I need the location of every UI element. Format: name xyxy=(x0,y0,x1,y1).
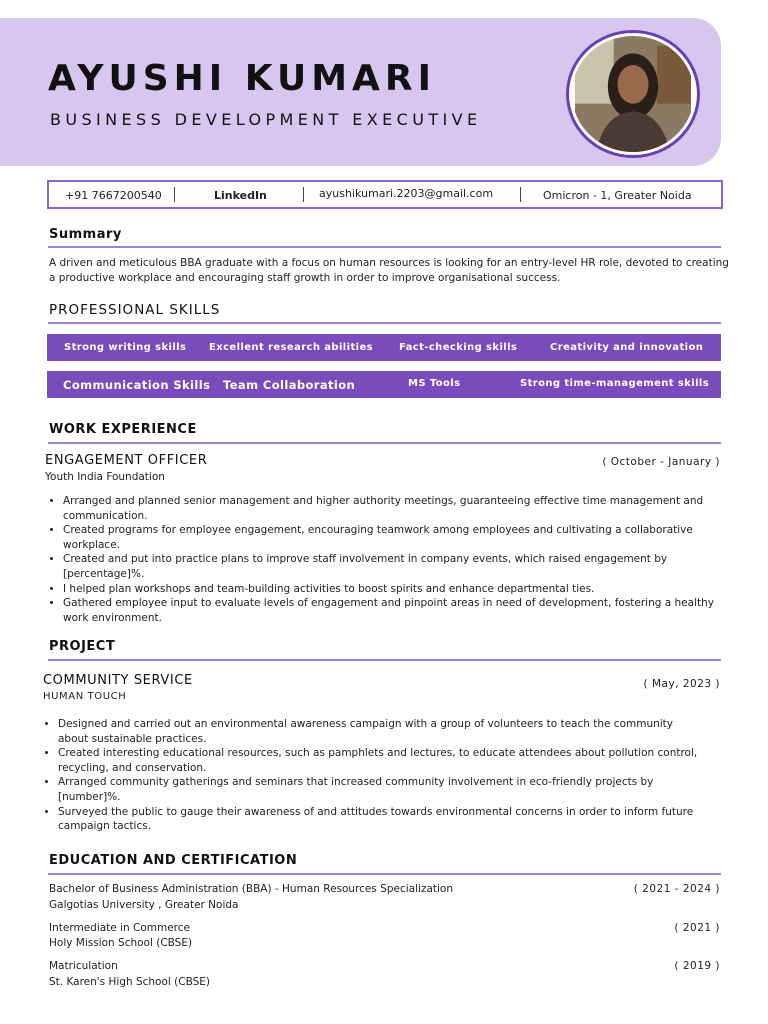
skill-tag: Strong time-management skills xyxy=(520,378,710,389)
profile-photo-image xyxy=(572,36,694,152)
experience-role: ENGAGEMENT OFFICER xyxy=(45,453,208,468)
section-divider xyxy=(48,659,721,661)
list-item: • Created and put into practice plans to improve staff involvement in company events, which raised engagement by [percentage]%. xyxy=(63,552,728,581)
list-item: • Surveyed the public to gauge their awareness of and attitudes towards environmental concerns in order to inform future campaign tactics. xyxy=(58,805,698,834)
skill-tag: Strong writing skills xyxy=(64,342,187,353)
list-item: • Designed and carried out an environmental awareness campaign with a group of volunteers to teach the community about sustainable practices. xyxy=(58,717,698,746)
experience-dates: ( October - January ) xyxy=(602,456,720,468)
contact-divider xyxy=(303,187,304,202)
skill-tag: Creativity and innovation xyxy=(550,342,704,353)
linkedin-link[interactable]: LinkedIn xyxy=(214,189,267,202)
education-school: Holy Mission School (CBSE) xyxy=(49,937,193,949)
section-divider xyxy=(48,246,721,248)
section-divider xyxy=(48,442,721,444)
education-dates: ( 2021 ) xyxy=(674,922,720,934)
list-item: • I helped plan workshops and team-building activities to boost spirits and enhance departmental ties. xyxy=(63,582,728,597)
skill-tag: Fact-checking skills xyxy=(399,342,518,353)
skills-row-1 xyxy=(47,334,721,361)
experience-org: Youth India Foundation xyxy=(45,471,165,483)
skill-tag: Team Collaboration xyxy=(223,378,356,392)
list-item: • Arranged community gatherings and seminars that increased community involvement in eco-friendly projects by [number]%. xyxy=(58,775,698,804)
education-degree: Intermediate in Commerce xyxy=(49,922,190,934)
contact-divider xyxy=(174,187,175,202)
contact-bar xyxy=(47,180,723,209)
phone-number: +91 7667200540 xyxy=(65,189,162,202)
list-item: • Created programs for employee engagement, encouraging teamwork among employees and cultivating a collaborative workplace. xyxy=(63,523,728,552)
skills-row-2 xyxy=(47,371,721,398)
education-school: Galgotias University , Greater Noida xyxy=(49,899,239,911)
skill-tag: Communication Skills xyxy=(63,378,211,392)
job-title: BUSINESS DEVELOPMENT EXECUTIVE xyxy=(50,110,482,129)
education-dates: ( 2019 ) xyxy=(674,960,720,972)
education-degree: Matriculation xyxy=(49,960,118,972)
education-dates: ( 2021 - 2024 ) xyxy=(633,883,720,895)
project-org: HUMAN TOUCH xyxy=(43,691,127,702)
candidate-name: AYUSHI KUMARI xyxy=(48,58,436,99)
skills-heading: PROFESSIONAL SKILLS xyxy=(49,302,221,318)
email-link[interactable]: ayushikumari.2203@gmail.com xyxy=(319,187,494,200)
education-heading: EDUCATION AND CERTIFICATION xyxy=(49,853,298,868)
project-dates: ( May, 2023 ) xyxy=(643,678,720,690)
education-degree: Bachelor of Business Administration (BBA) - Human Resources Specialization xyxy=(49,883,454,895)
section-divider xyxy=(48,873,721,875)
project-name: COMMUNITY SERVICE xyxy=(43,673,193,688)
list-item: • Arranged and planned senior management and higher authority meetings, guaranteeing effective time management and communication. xyxy=(63,494,728,523)
project-heading: PROJECT xyxy=(49,639,116,654)
experience-bullets xyxy=(47,494,728,625)
location-text: Omicron - 1, Greater Noida xyxy=(543,189,692,202)
list-item: • Created interesting educational resources, such as pamphlets and lectures, to educate attendees about pollution control, recycling, and conservation. xyxy=(58,746,698,775)
skill-tag: Excellent research abilities xyxy=(209,342,373,353)
summary-heading: Summary xyxy=(49,227,122,242)
contact-divider xyxy=(520,187,521,202)
section-divider xyxy=(48,322,721,324)
education-school: St. Karen's High School (CBSE) xyxy=(49,976,210,988)
list-item: • Gathered employee input to evaluate levels of engagement and pinpoint areas in need of development, fostering a healthy work environment. xyxy=(63,596,728,625)
project-bullets xyxy=(42,717,698,834)
profile-photo xyxy=(566,30,700,158)
summary-text: A driven and meticulous BBA graduate with a focus on human resources is looking for an entry-level HR role, devoted to creating a productive workplace and encouraging staff growth in order to improve organisational success. xyxy=(49,257,729,284)
experience-heading: WORK EXPERIENCE xyxy=(49,422,197,437)
skill-tag: MS Tools xyxy=(408,378,461,389)
